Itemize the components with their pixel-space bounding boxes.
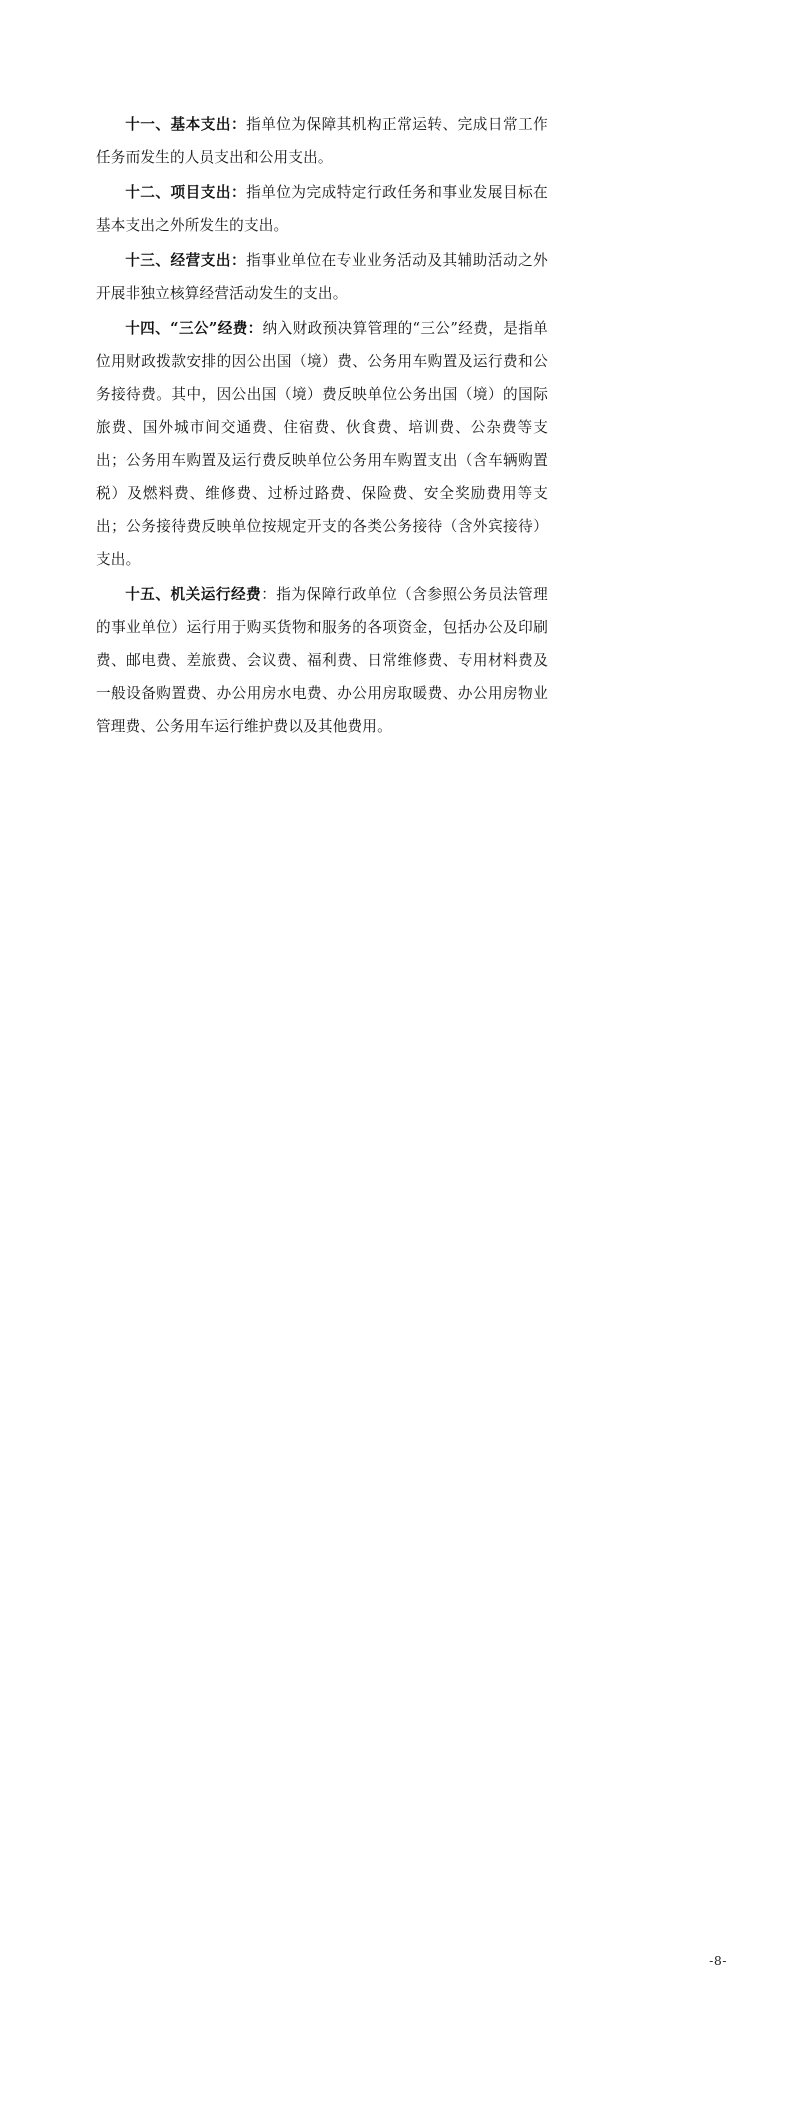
paragraph-15-lead: 十五、机关运行经费 <box>125 586 262 603</box>
paragraph-13-body: 指事业单位在专业业务活动及其辅助活动之外开展非独立核算经营活动发生的支出。 <box>96 252 548 302</box>
paragraph-14-lead: 十四、“三公”经费： <box>125 320 263 337</box>
paragraph-12-lead: 十二、项目支出： <box>125 184 247 201</box>
paragraph-14-body: 纳入财政预决算管理的“三公”经费，是指单位用财政拨款安排的因公出国（境）费、公务用车购置及运行费和公务接待费。其中，因公出国（境）费反映单位公务出国（境）的国际旅费、国外城市间交通费、住宿费、伙食费、培训费、公杂费等支出；公务用车购置及运行费反映单位公务用车购置支出（含车辆购置税）及燃料费、维修费、过桥过路费、保险费、安全奖励费用等支出；公务接待费反映单位按规定开支的各类公务接待（含外宾接待）支出。 <box>96 320 548 568</box>
paragraph-14 <box>96 312 548 576</box>
paragraph-15 <box>96 578 548 743</box>
paragraph-15-body: ：指为保障行政单位（含参照公务员法管理的事业单位）运行用于购买货物和服务的各项资金，包括办公及印刷费、邮电费、差旅费、会议费、福利费、日常维修费、专用材料费及一般设备购置费、办公用房水电费、办公用房取暖费、办公用房物业管理费、公务用车运行维护费以及其他费用。 <box>96 586 548 735</box>
page-number: -8- <box>709 1953 727 1968</box>
paragraph-11-lead: 十一、基本支出： <box>125 116 247 133</box>
paragraph-13 <box>96 244 548 310</box>
paragraph-11-body: 指单位为保障其机构正常运转、完成日常工作任务而发生的人员支出和公用支出。 <box>96 116 548 166</box>
paragraph-12-body: 指单位为完成特定行政任务和事业发展目标在基本支出之外所发生的支出。 <box>96 184 548 234</box>
paragraph-12 <box>96 176 548 242</box>
document-body <box>96 108 548 745</box>
paragraph-11 <box>96 108 548 174</box>
paragraph-13-lead: 十三、经营支出： <box>125 252 247 269</box>
